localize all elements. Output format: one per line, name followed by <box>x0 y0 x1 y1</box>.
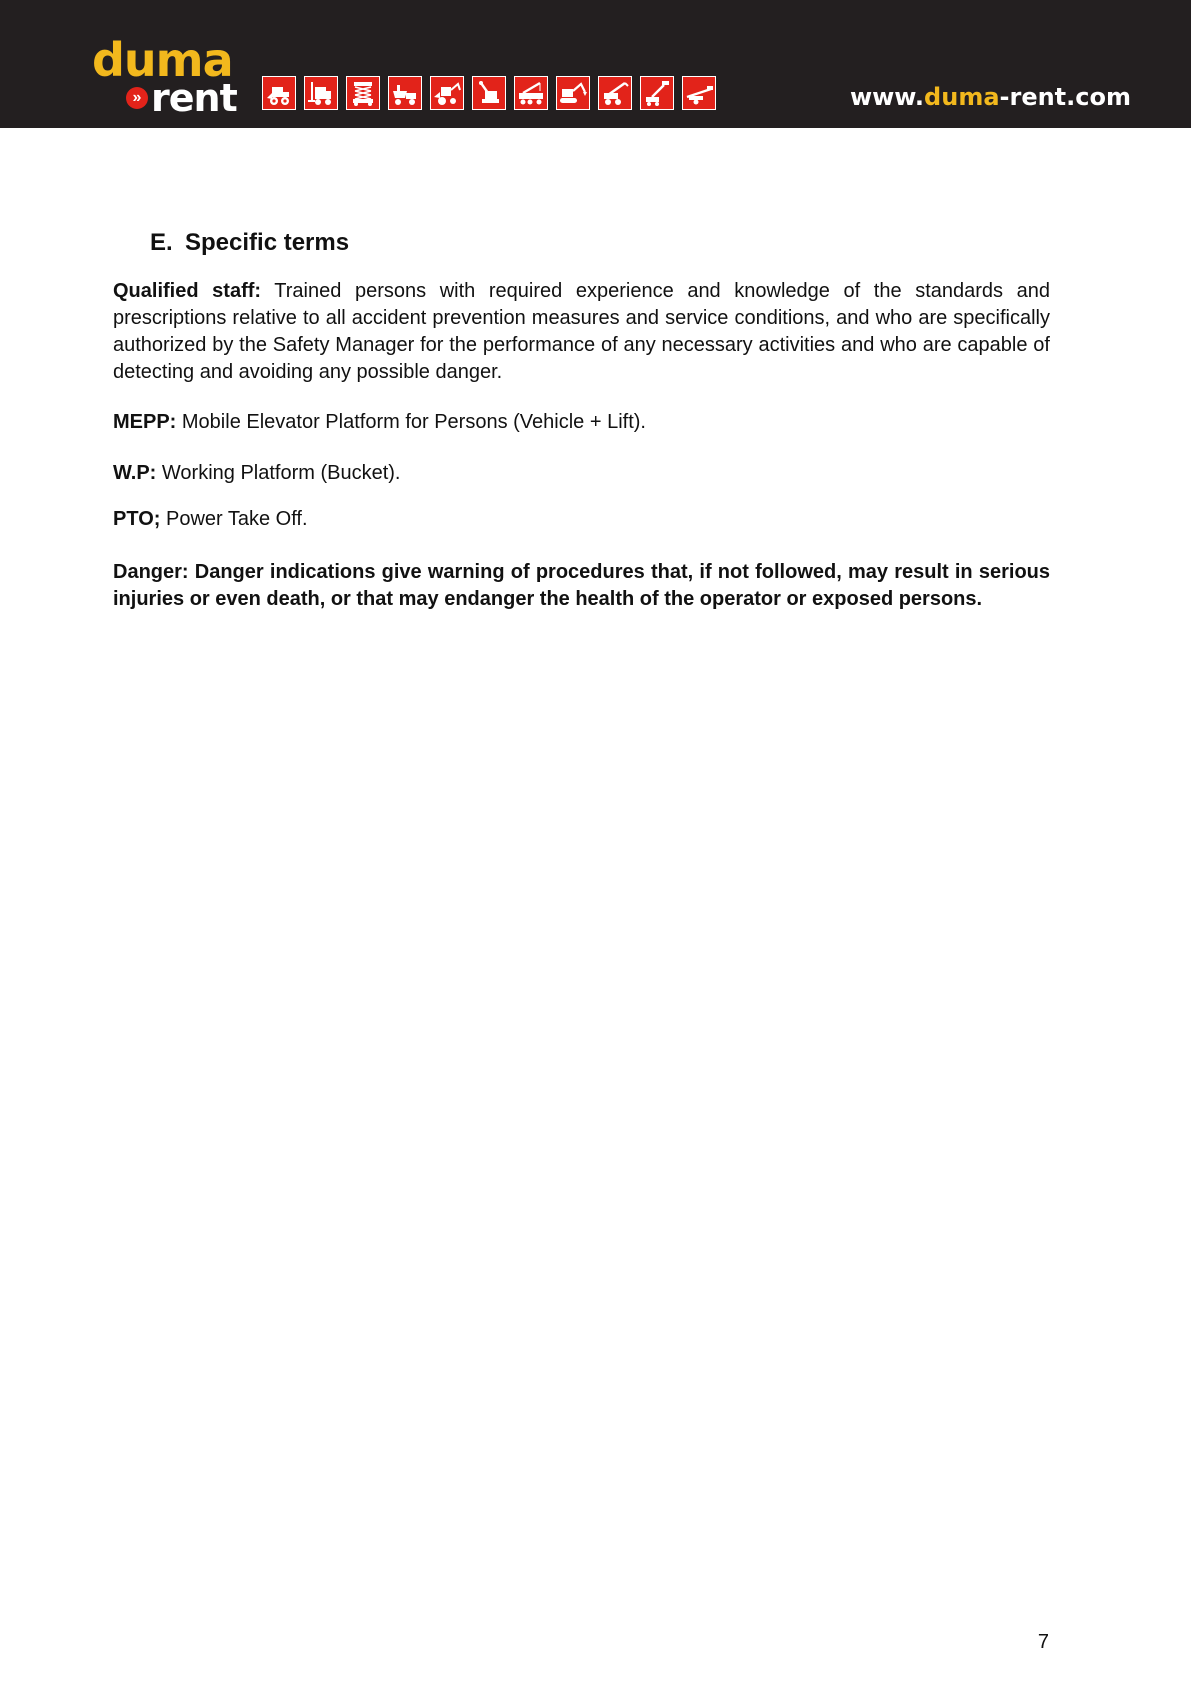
boom-lift-icon <box>640 76 674 110</box>
website-url[interactable] <box>850 82 1131 112</box>
logo-chevron-icon: » <box>126 87 148 109</box>
telehandler-icon <box>598 76 632 110</box>
url-prefix: www. <box>849 83 925 111</box>
term-definition: Working Platform (Bucket). <box>156 462 401 484</box>
excavator-icon <box>556 76 590 110</box>
term-definition: Power Take Off. <box>160 508 308 530</box>
section-letter: E. <box>150 229 173 256</box>
page-header <box>0 0 1191 128</box>
page-number: 7 <box>1037 1631 1049 1653</box>
scissor-lift-icon <box>346 76 380 110</box>
forklift-icon <box>304 76 338 110</box>
term-label: Qualified staff: <box>113 280 262 302</box>
term-definition: Trained persons with required experience and knowledge of the standards and prescriptions relative to all accident prevention measures and service conditions, and who are specifically authorized by the Safety Manager for the performance of any necessary activities and who are capable of detecting and avoiding any possible danger. <box>113 280 1050 383</box>
logo-word-duma: duma <box>92 33 233 87</box>
logo-rent-row <box>126 78 237 118</box>
machinery-icon-strip <box>262 76 724 110</box>
term-label: MEPP: <box>113 411 177 433</box>
backhoe-loader-icon <box>430 76 464 110</box>
term-qualified-staff <box>113 278 1050 386</box>
term-label: W.P: <box>113 462 157 484</box>
logo-word-rent: rent <box>151 76 237 120</box>
url-suffix: -rent.com <box>999 83 1131 111</box>
url-brand: duma <box>924 83 1000 111</box>
trailer-lift-icon <box>682 76 716 110</box>
duma-rent-logo <box>92 33 242 120</box>
plate-compactor-icon <box>472 76 506 110</box>
term-pto <box>113 506 1050 533</box>
term-definition: Mobile Elevator Platform for Persons (Vehicle + Lift). <box>176 411 646 433</box>
section-title: Specific terms <box>185 229 350 256</box>
truck-crane-icon <box>514 76 548 110</box>
wheel-loader-icon <box>262 76 296 110</box>
term-mepp <box>113 409 1050 436</box>
danger-notice: Danger: Danger indications give warning of procedures that, if not followed, may result in serious injuries or even death, or that may endanger the health of the operator or exposed persons. <box>113 561 1050 610</box>
mini-dumper-icon <box>388 76 422 110</box>
term-wp <box>113 460 1050 487</box>
section-heading <box>150 228 349 258</box>
term-label: PTO; <box>113 508 161 530</box>
